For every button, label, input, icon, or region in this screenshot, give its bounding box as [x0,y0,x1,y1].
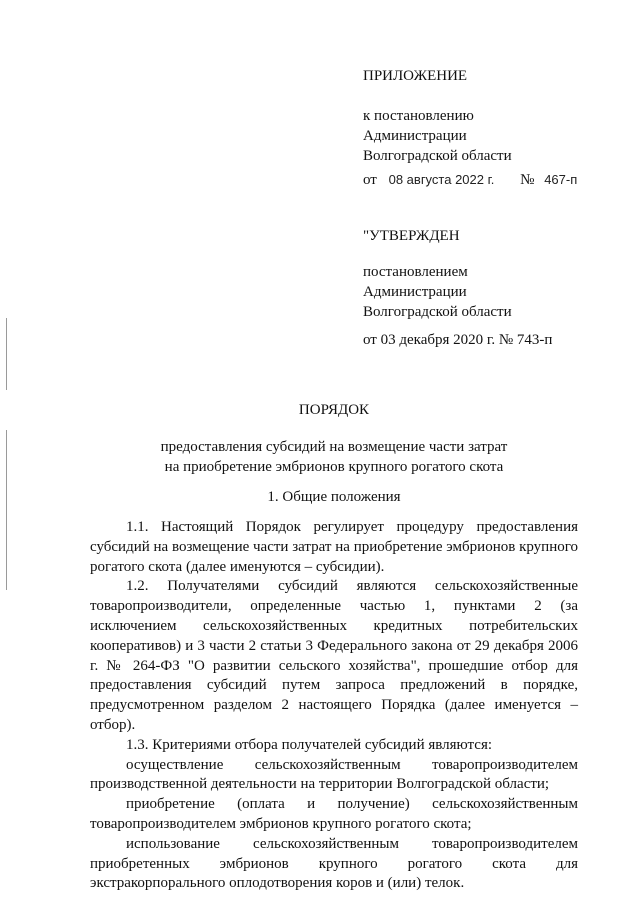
subtitle-line: предоставления субсидий на возмещение части затрат [160,439,508,455]
paragraph: 1.2. Получателями субсидий являются сельскохозяйственные товаропроизводители, определенные частью 1, пунктами 2 (за исключением сельскохозяйственных кредитных потребительских кооперативов) и 3 части 2 статьи 3 Федерального закона от 29 декабря 2006 г. № 264-ФЗ "О развитии сельского хозяйства", прошедшие отбор для предоставления субсидий путем запроса предложений в порядке, предусмотренном разделом 2 настоящего Порядка (далее именуется – отбор). [90,578,578,733]
appendix-date-line [363,172,577,189]
paragraph: приобретение (оплата и получение) сельскохозяйственным товаропроизводителем эмбрионов крупного рогатого скота; [90,796,578,832]
approved-line: Волгоградской области [363,304,512,320]
number-prefix: № [520,172,535,188]
approved-title: "УТВЕРЖДЕН [363,228,460,244]
paragraph: осуществление сельскохозяйственным товаропроизводителем производственной деятельности на территории Волгоградской области; [90,756,578,793]
section-heading: 1. Общие положения [267,489,401,505]
approved-block [363,262,512,322]
appendix-title: ПРИЛОЖЕНИЕ [363,68,468,84]
document-subtitle [90,437,578,477]
scan-edge-mark [6,430,7,590]
appendix-block [363,106,512,166]
approved-line: Администрации [363,284,467,300]
number-value: 467-п [544,172,578,187]
approved-date-line: от 03 декабря 2020 г. № 743-п [363,332,553,348]
paragraph: 1.3. Критериями отбора получателей субсидий являются: [126,736,493,753]
document-title: ПОРЯДОК [298,402,370,418]
scan-edge-mark [6,318,7,390]
approved-line: постановлением [363,264,468,280]
paragraph: использование сельскохозяйственным товаропроизводителем приобретенных эмбрионов крупного рогатого скота для экстракорпорального оплодотворения коров и (или) телок. [90,835,578,892]
paragraph: 1.1. Настоящий Порядок регулирует процедуру предоставления субсидий на возмещение части затрат на приобретение эмбрионов крупного рогатого скота (далее именуются – субсидии). [90,519,578,575]
appendix-line: Волгоградской области [363,148,512,164]
appendix-line: к постановлению [363,108,474,124]
document-body [90,518,578,894]
subtitle-line: на приобретение эмбрионов крупного рогатого скота [164,459,504,475]
date-prefix: от [363,172,377,188]
appendix-line: Администрации [363,128,467,144]
date-value: 08 августа 2022 г. [388,172,495,187]
